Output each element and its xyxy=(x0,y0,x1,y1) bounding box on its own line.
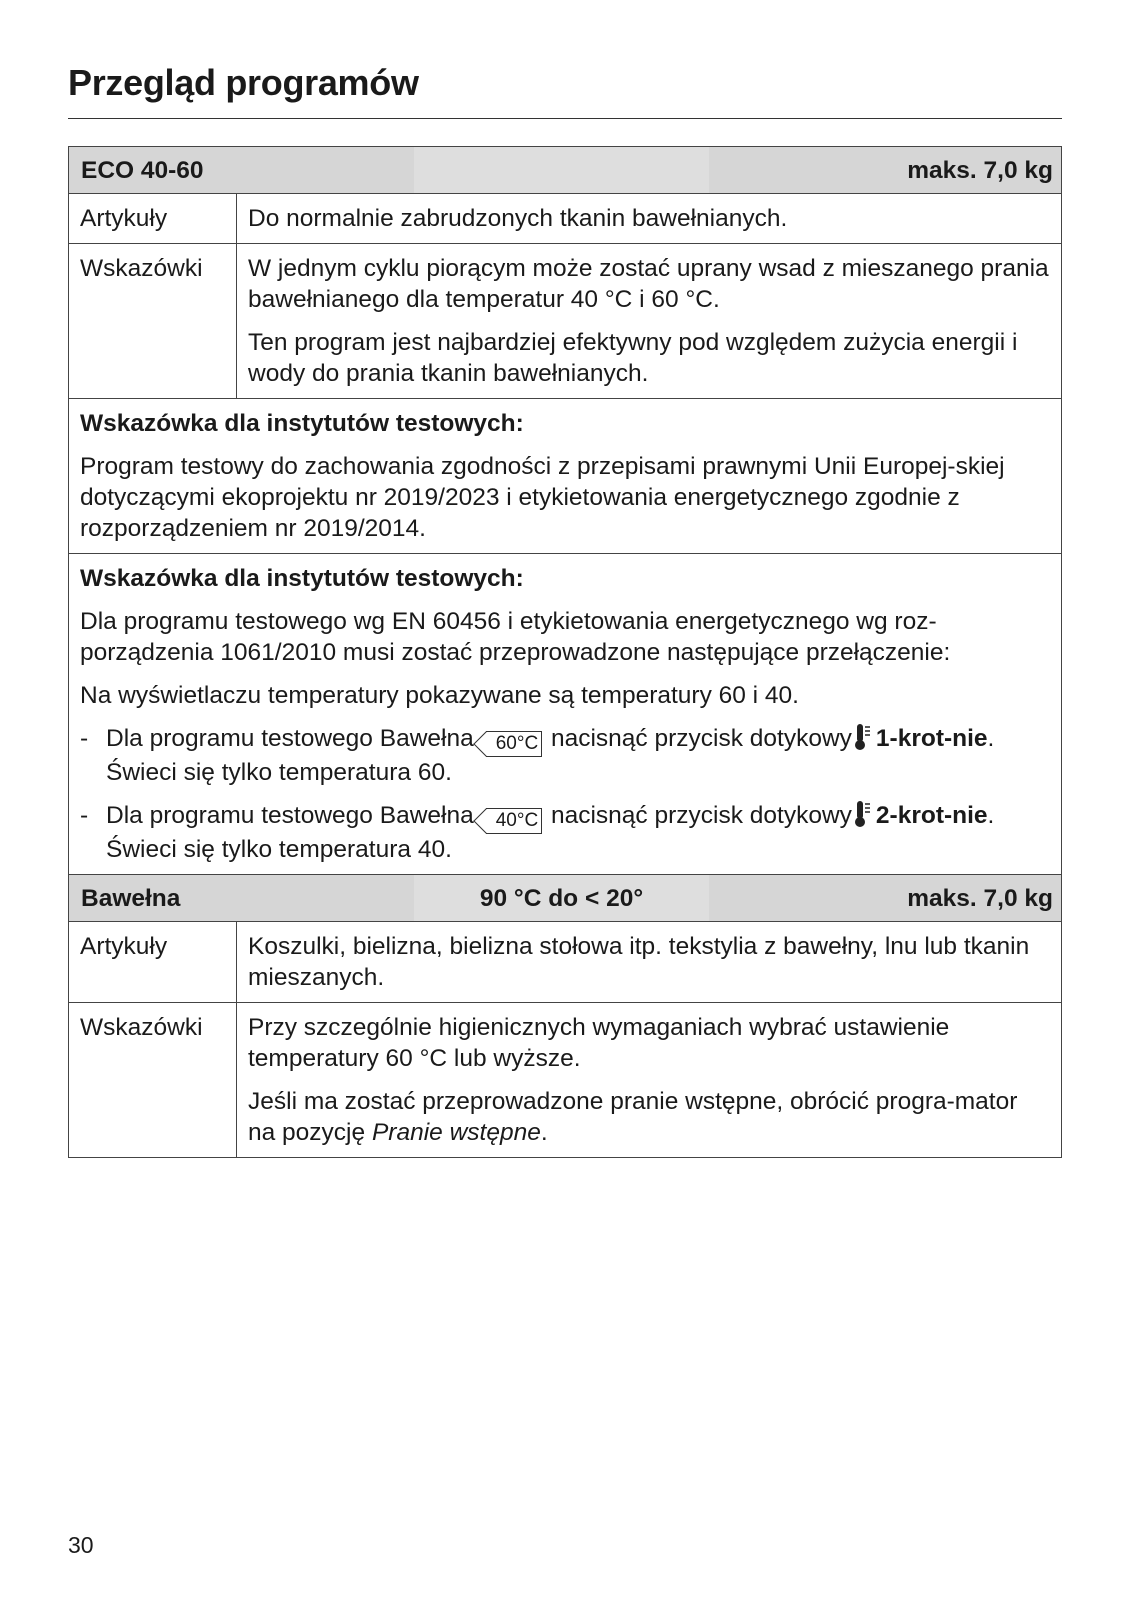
temperature-button-icon: 60°C xyxy=(486,731,542,757)
thermometer-icon xyxy=(854,800,872,828)
row-label: Artykuły xyxy=(69,922,237,1003)
table-row xyxy=(69,1003,1062,1158)
row-text xyxy=(237,1003,1062,1158)
bullet-dash: - xyxy=(80,802,89,829)
bold-text: 2-krot-nie xyxy=(875,802,988,829)
note-heading: Wskazówka dla instytutów testowych: xyxy=(80,410,524,437)
note-heading: Wskazówka dla instytutów testowych: xyxy=(80,565,524,592)
paragraph: Program testowy do zachowania zgodności z przepisami prawnymi Unii Europej-skiej dotyczącymi ekoprojektu nr 2019/2023 i etykietowania energetycznego zgodnie z rozporządzeniem nr 2019/2014. xyxy=(80,453,1005,542)
row-label: Wskazówki xyxy=(69,1003,237,1158)
program-header-eco xyxy=(69,147,1062,194)
program-header-cotton xyxy=(69,875,1062,922)
list-item xyxy=(80,723,1050,788)
temperature-button-icon: 40°C xyxy=(486,808,542,834)
paragraph: Na wyświetlaczu temperatury pokazywane są temperatury 60 i 40. xyxy=(80,682,799,709)
row-label: Artykuły xyxy=(69,194,237,244)
list-item xyxy=(80,800,1050,865)
table-row xyxy=(69,194,1062,244)
bold-text: 1-krot-nie xyxy=(875,725,988,752)
bullet-text: nacisnąć przycisk dotykowy xyxy=(550,725,852,752)
program-name: ECO 40-60 xyxy=(81,156,204,184)
program-temp: 90 °C do < 20° xyxy=(414,875,709,921)
italic-text: Pranie wstępne xyxy=(371,1119,541,1146)
thermometer-icon xyxy=(854,723,872,751)
paragraph: Przy szczególnie higienicznych wymaganiach wybrać ustawienie temperatury 60 °C lub wyższe. xyxy=(248,1014,950,1072)
row-text xyxy=(237,244,1062,399)
table-row xyxy=(69,244,1062,399)
row-text: Koszulki, bielizna, bielizna stołowa itp. tekstylia z bawełny, lnu lub tkanin mieszanych. xyxy=(237,922,1062,1003)
bullet-text: Dla programu testowego Bawełna xyxy=(106,802,474,829)
program-table xyxy=(68,146,1062,1158)
page-number: 30 xyxy=(68,1532,94,1558)
test-institute-note xyxy=(69,399,1062,554)
paragraph: Dla programu testowego wg EN 60456 i etykietowania energetycznego wg roz-porządzenia 1061/2010 musi zostać przeprowadzone następujące przełączenie: xyxy=(80,608,951,666)
bullet-dash: - xyxy=(80,725,89,752)
title-divider xyxy=(68,118,1062,119)
paragraph: Jeśli ma zostać przeprowadzone pranie wstępne, obrócić progra-mator na pozycję Pranie wstępne. xyxy=(248,1088,1018,1146)
bullet-text: Dla programu testowego Bawełna xyxy=(106,725,474,752)
paragraph: W jednym cyklu piorącym może zostać uprany wsad z mieszanego prania bawełnianego dla temperatur 40 °C i 60 °C. xyxy=(248,255,1049,313)
row-text: Do normalnie zabrudzonych tkanin bawełnianych. xyxy=(237,194,1062,244)
paragraph: Ten program jest najbardziej efektywny pod względem zużycia energii i wody do prania tkanin bawełnianych. xyxy=(248,329,1018,387)
page-title: Przegląd programów xyxy=(68,62,419,103)
program-load: maks. 7,0 kg xyxy=(907,156,1053,184)
program-load: maks. 7,0 kg xyxy=(907,884,1053,912)
program-temp xyxy=(414,147,709,193)
table-row xyxy=(69,922,1062,1003)
bullet-text: . Świeci się tylko temperatura 60. xyxy=(106,725,995,786)
bullet-text: . Świeci się tylko temperatura 40. xyxy=(106,802,995,863)
bullet-text: nacisnąć przycisk dotykowy xyxy=(550,802,852,829)
program-name: Bawełna xyxy=(81,884,181,912)
test-institute-note xyxy=(69,554,1062,875)
row-label: Wskazówki xyxy=(69,244,237,399)
